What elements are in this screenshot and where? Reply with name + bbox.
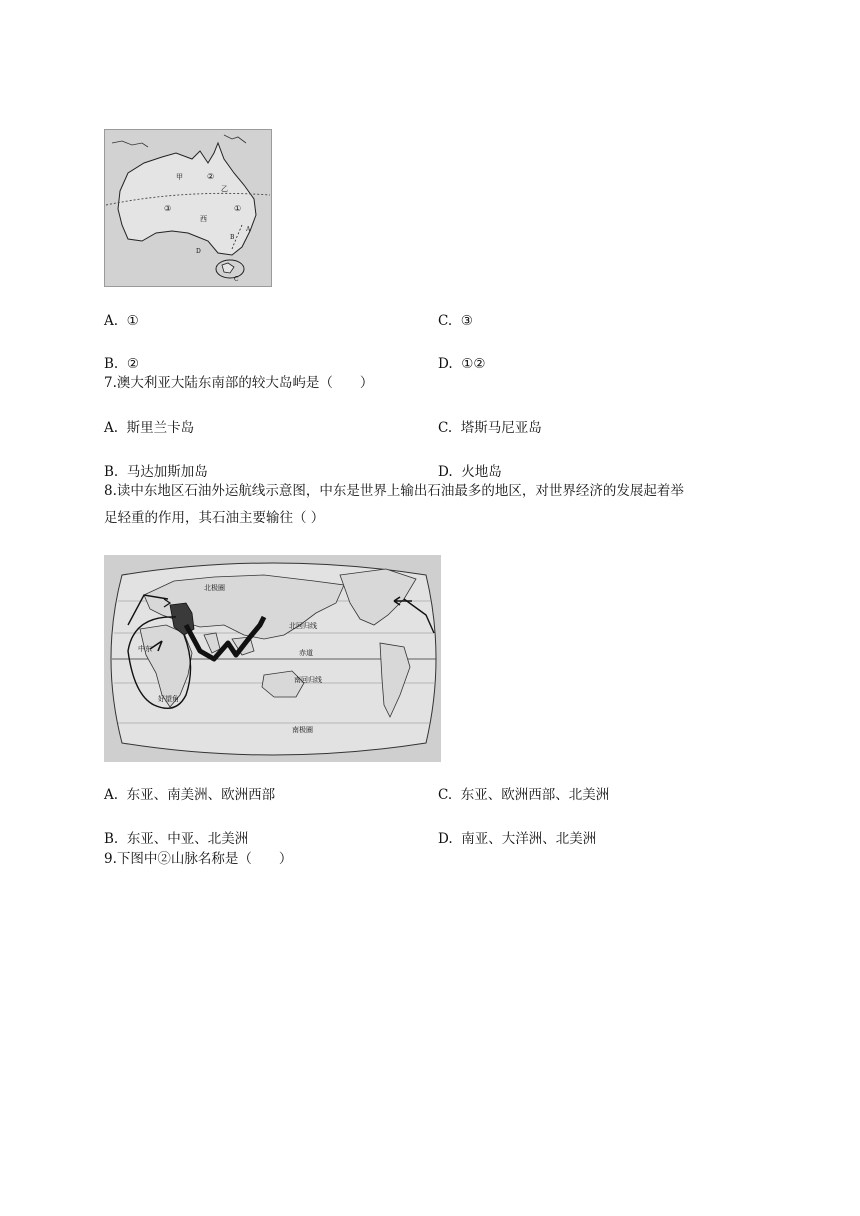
option-letter: D.	[438, 464, 453, 480]
label-middle-east: 中东	[138, 645, 152, 653]
option-text: 马达加斯加岛	[126, 464, 208, 480]
option-letter: A.	[104, 313, 119, 329]
q7-option-c[interactable]	[438, 419, 542, 437]
label-A: A	[246, 226, 251, 233]
q6-option-c[interactable]	[438, 312, 473, 330]
label-D: D	[196, 248, 201, 255]
option-text: 南亚、大洋洲、北美洲	[461, 831, 597, 847]
option-text: ②	[126, 356, 139, 372]
q8-option-d[interactable]	[438, 830, 596, 848]
q6-option-b[interactable]	[104, 355, 139, 373]
option-letter: D.	[438, 356, 453, 372]
q7-option-d[interactable]	[438, 463, 502, 481]
option-letter: A.	[104, 787, 119, 803]
label-circle-1: ①	[234, 204, 242, 213]
option-letter: D.	[438, 831, 453, 847]
q8-question-line2: 足轻重的作用，其石油主要输往（ ）	[104, 510, 325, 526]
q8-option-c[interactable]	[438, 786, 609, 804]
option-letter: C.	[438, 787, 453, 803]
option-text: 塔斯马尼亚岛	[460, 420, 542, 436]
label-tropic-capricorn: 南回归线	[294, 676, 322, 684]
q7-option-a[interactable]	[104, 419, 194, 437]
option-text: ①	[126, 313, 139, 329]
q7-question: 7.澳大利亚大陆东南部的较大岛屿是（ ）	[104, 375, 374, 391]
label-arctic-circle: 北极圈	[204, 584, 225, 592]
option-text: ①②	[461, 356, 486, 372]
label-yi: 乙	[221, 185, 228, 193]
q8-question-line1: 8.读中东地区石油外运航线示意图，中东是世界上输出石油最多的地区，对世界经济的发展起着举	[104, 483, 684, 499]
option-text: 东亚、欧洲西部、北美洲	[460, 787, 610, 803]
q6-option-a[interactable]	[104, 312, 139, 330]
option-text: ③	[460, 313, 473, 329]
label-antarctic-circle: 南极圈	[292, 726, 313, 734]
label-C: C	[234, 276, 239, 283]
world-oil-route-figure	[104, 555, 441, 762]
option-letter: A.	[104, 420, 119, 436]
q8-option-a[interactable]	[104, 786, 275, 804]
label-jia: 甲	[176, 173, 183, 181]
option-letter: C.	[438, 420, 453, 436]
option-letter: B.	[104, 831, 119, 847]
option-text: 斯里兰卡岛	[126, 420, 195, 436]
option-letter: C.	[438, 313, 453, 329]
label-B: B	[230, 234, 235, 241]
label-circle-3: ③	[164, 204, 172, 213]
q8-option-b[interactable]	[104, 830, 248, 848]
option-letter: B.	[104, 356, 119, 372]
option-text: 东亚、南美洲、欧洲西部	[126, 787, 276, 803]
label-circle-2: ②	[207, 172, 215, 181]
q6-option-d[interactable]	[438, 355, 485, 373]
label-cape: 好望角	[158, 695, 179, 703]
label-xi: 西	[200, 215, 207, 223]
q7-option-b[interactable]	[104, 463, 208, 481]
australia-map-figure	[104, 129, 272, 287]
world-oil-route-map	[104, 555, 441, 762]
option-text: 东亚、中亚、北美洲	[126, 831, 249, 847]
q9-question: 9.下图中②山脉名称是（ ）	[104, 851, 293, 867]
option-text: 火地岛	[461, 464, 502, 480]
label-equator: 赤道	[299, 649, 313, 657]
label-tropic-cancer: 北回归线	[289, 622, 317, 630]
option-letter: B.	[104, 464, 119, 480]
australia-map	[104, 129, 272, 287]
